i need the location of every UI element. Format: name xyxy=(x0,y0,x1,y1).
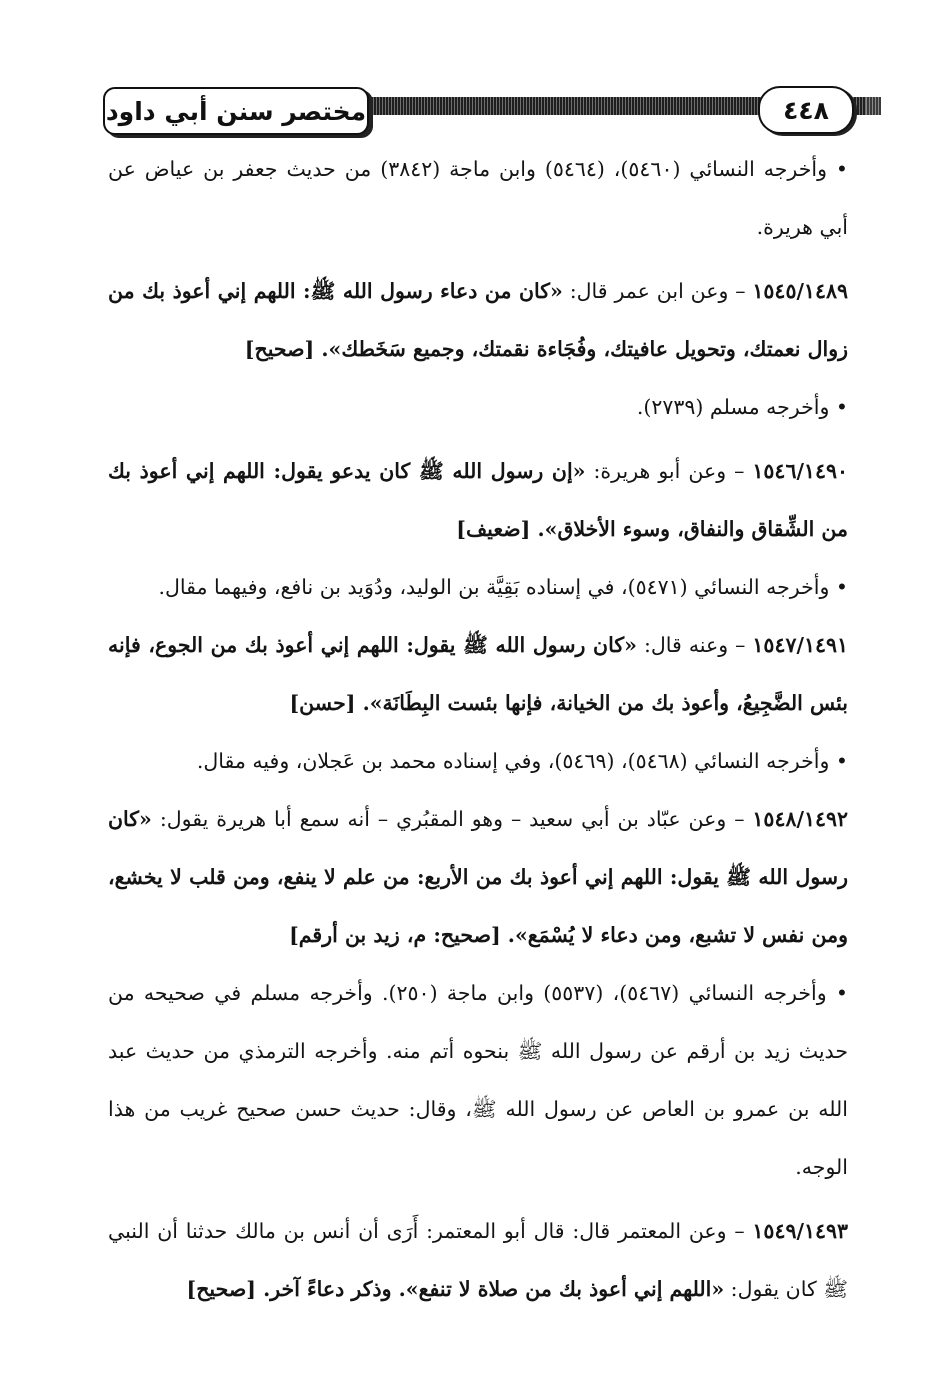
note-paragraph xyxy=(108,732,848,790)
note-paragraph xyxy=(108,558,848,616)
hadith-text: «اللهم إني أعوذ بك من صلاة لا تنفع». وذكر دعاءً آخر. [صحيح] xyxy=(186,1277,725,1301)
hadith-paragraph xyxy=(108,262,848,378)
hadith-text: «كان رسول الله ﷺ يقول: اللهم إني أعوذ بك من الجوع، فإنه بئس الضَّجِيعُ، وأعوذ بك من الخيانة، فإنها بئست البِطَانَة». [حسن] xyxy=(108,633,848,715)
hadith-intro: – وعن عبّاد بن أبي سعيد – وهو المقبُري – أنه سمع أبا هريرة يقول: xyxy=(151,807,753,831)
hadith-text: «كان من دعاء رسول الله ﷺ: اللهم إني أعوذ بك من زوال نعمتك، وتحويل عافيتك، وفُجَاءة نقمتك، وجميع سَخَطك». [صحيح] xyxy=(108,279,848,361)
note-text: • وأخرجه النسائي (٥٤٦٠)، (٥٤٦٤) وابن ماجة (٣٨٤٢) من حديث جعفر بن عياض عن أبي هريرة. xyxy=(108,157,848,239)
note-text: • وأخرجه مسلم (٢٧٣٩). xyxy=(636,395,848,419)
note-paragraph xyxy=(108,964,848,1196)
page-body xyxy=(108,140,848,1318)
hadith-paragraph xyxy=(108,442,848,558)
hadith-intro: – وعنه قال: xyxy=(636,633,753,657)
hadith-intro: – وعن المعتمر قال: قال أبو المعتمر: أَرَى أن أنس بن مالك حدثنا أن النبي ﷺ كان يقول: xyxy=(108,1219,848,1301)
hadith-number: ١٥٤٥/١٤٨٩ xyxy=(752,279,848,303)
page-number: ٤٤٨ xyxy=(758,86,854,134)
hadith-intro: – وعن أبو هريرة: xyxy=(585,459,753,483)
hadith-number: ١٥٤٨/١٤٩٢ xyxy=(752,807,848,831)
hadith-number: ١٥٤٦/١٤٩٠ xyxy=(752,459,848,483)
page-header xyxy=(0,0,951,140)
book-title: مختصر سنن أبي داود xyxy=(103,87,369,135)
note-paragraph xyxy=(108,378,848,436)
note-text: • وأخرجه النسائي (٥٤٦٨)، (٥٤٦٩)، وفي إسناده محمد بن عَجلان، وفيه مقال. xyxy=(196,749,848,773)
hadith-text: «إن رسول الله ﷺ كان يدعو يقول: اللهم إني أعوذ بك من الشِّقاق والنفاق، وسوء الأخلاق». [ضعيف] xyxy=(108,459,848,541)
hadith-intro: – وعن ابن عمر قال: xyxy=(562,279,753,303)
hadith-number: ١٥٤٩/١٤٩٣ xyxy=(752,1219,848,1243)
note-text: • وأخرجه النسائي (٥٤٧١)، في إسناده بَقِيَّة بن الوليد، ودُوَيد بن نافع، وفيهما مقال. xyxy=(158,575,848,599)
note-text: • وأخرجه النسائي (٥٤٦٧)، (٥٥٣٧) وابن ماجة (٢٥٠). وأخرجه مسلم في صحيحه من حديث زيد بن أرقم عن رسول الله ﷺ بنحوه أتم منه. وأخرجه الترمذي من حديث عبد الله بن عمرو بن العاص عن رسول الله ﷺ، وقال: حديث حسن صحيح غريب من هذا الوجه. xyxy=(108,981,848,1179)
note-paragraph xyxy=(108,140,848,256)
hadith-number: ١٥٤٧/١٤٩١ xyxy=(752,633,848,657)
hadith-paragraph xyxy=(108,616,848,732)
hadith-text: «كان رسول الله ﷺ يقول: اللهم إني أعوذ بك من الأربع: من علم لا ينفع، ومن قلب لا يخشع، ومن نفس لا تشبع، ومن دعاء لا يُسْمَع». [صحيح: م، زيد بن أرقم] xyxy=(108,807,848,947)
hadith-paragraph xyxy=(108,790,848,964)
hadith-paragraph xyxy=(108,1202,848,1318)
